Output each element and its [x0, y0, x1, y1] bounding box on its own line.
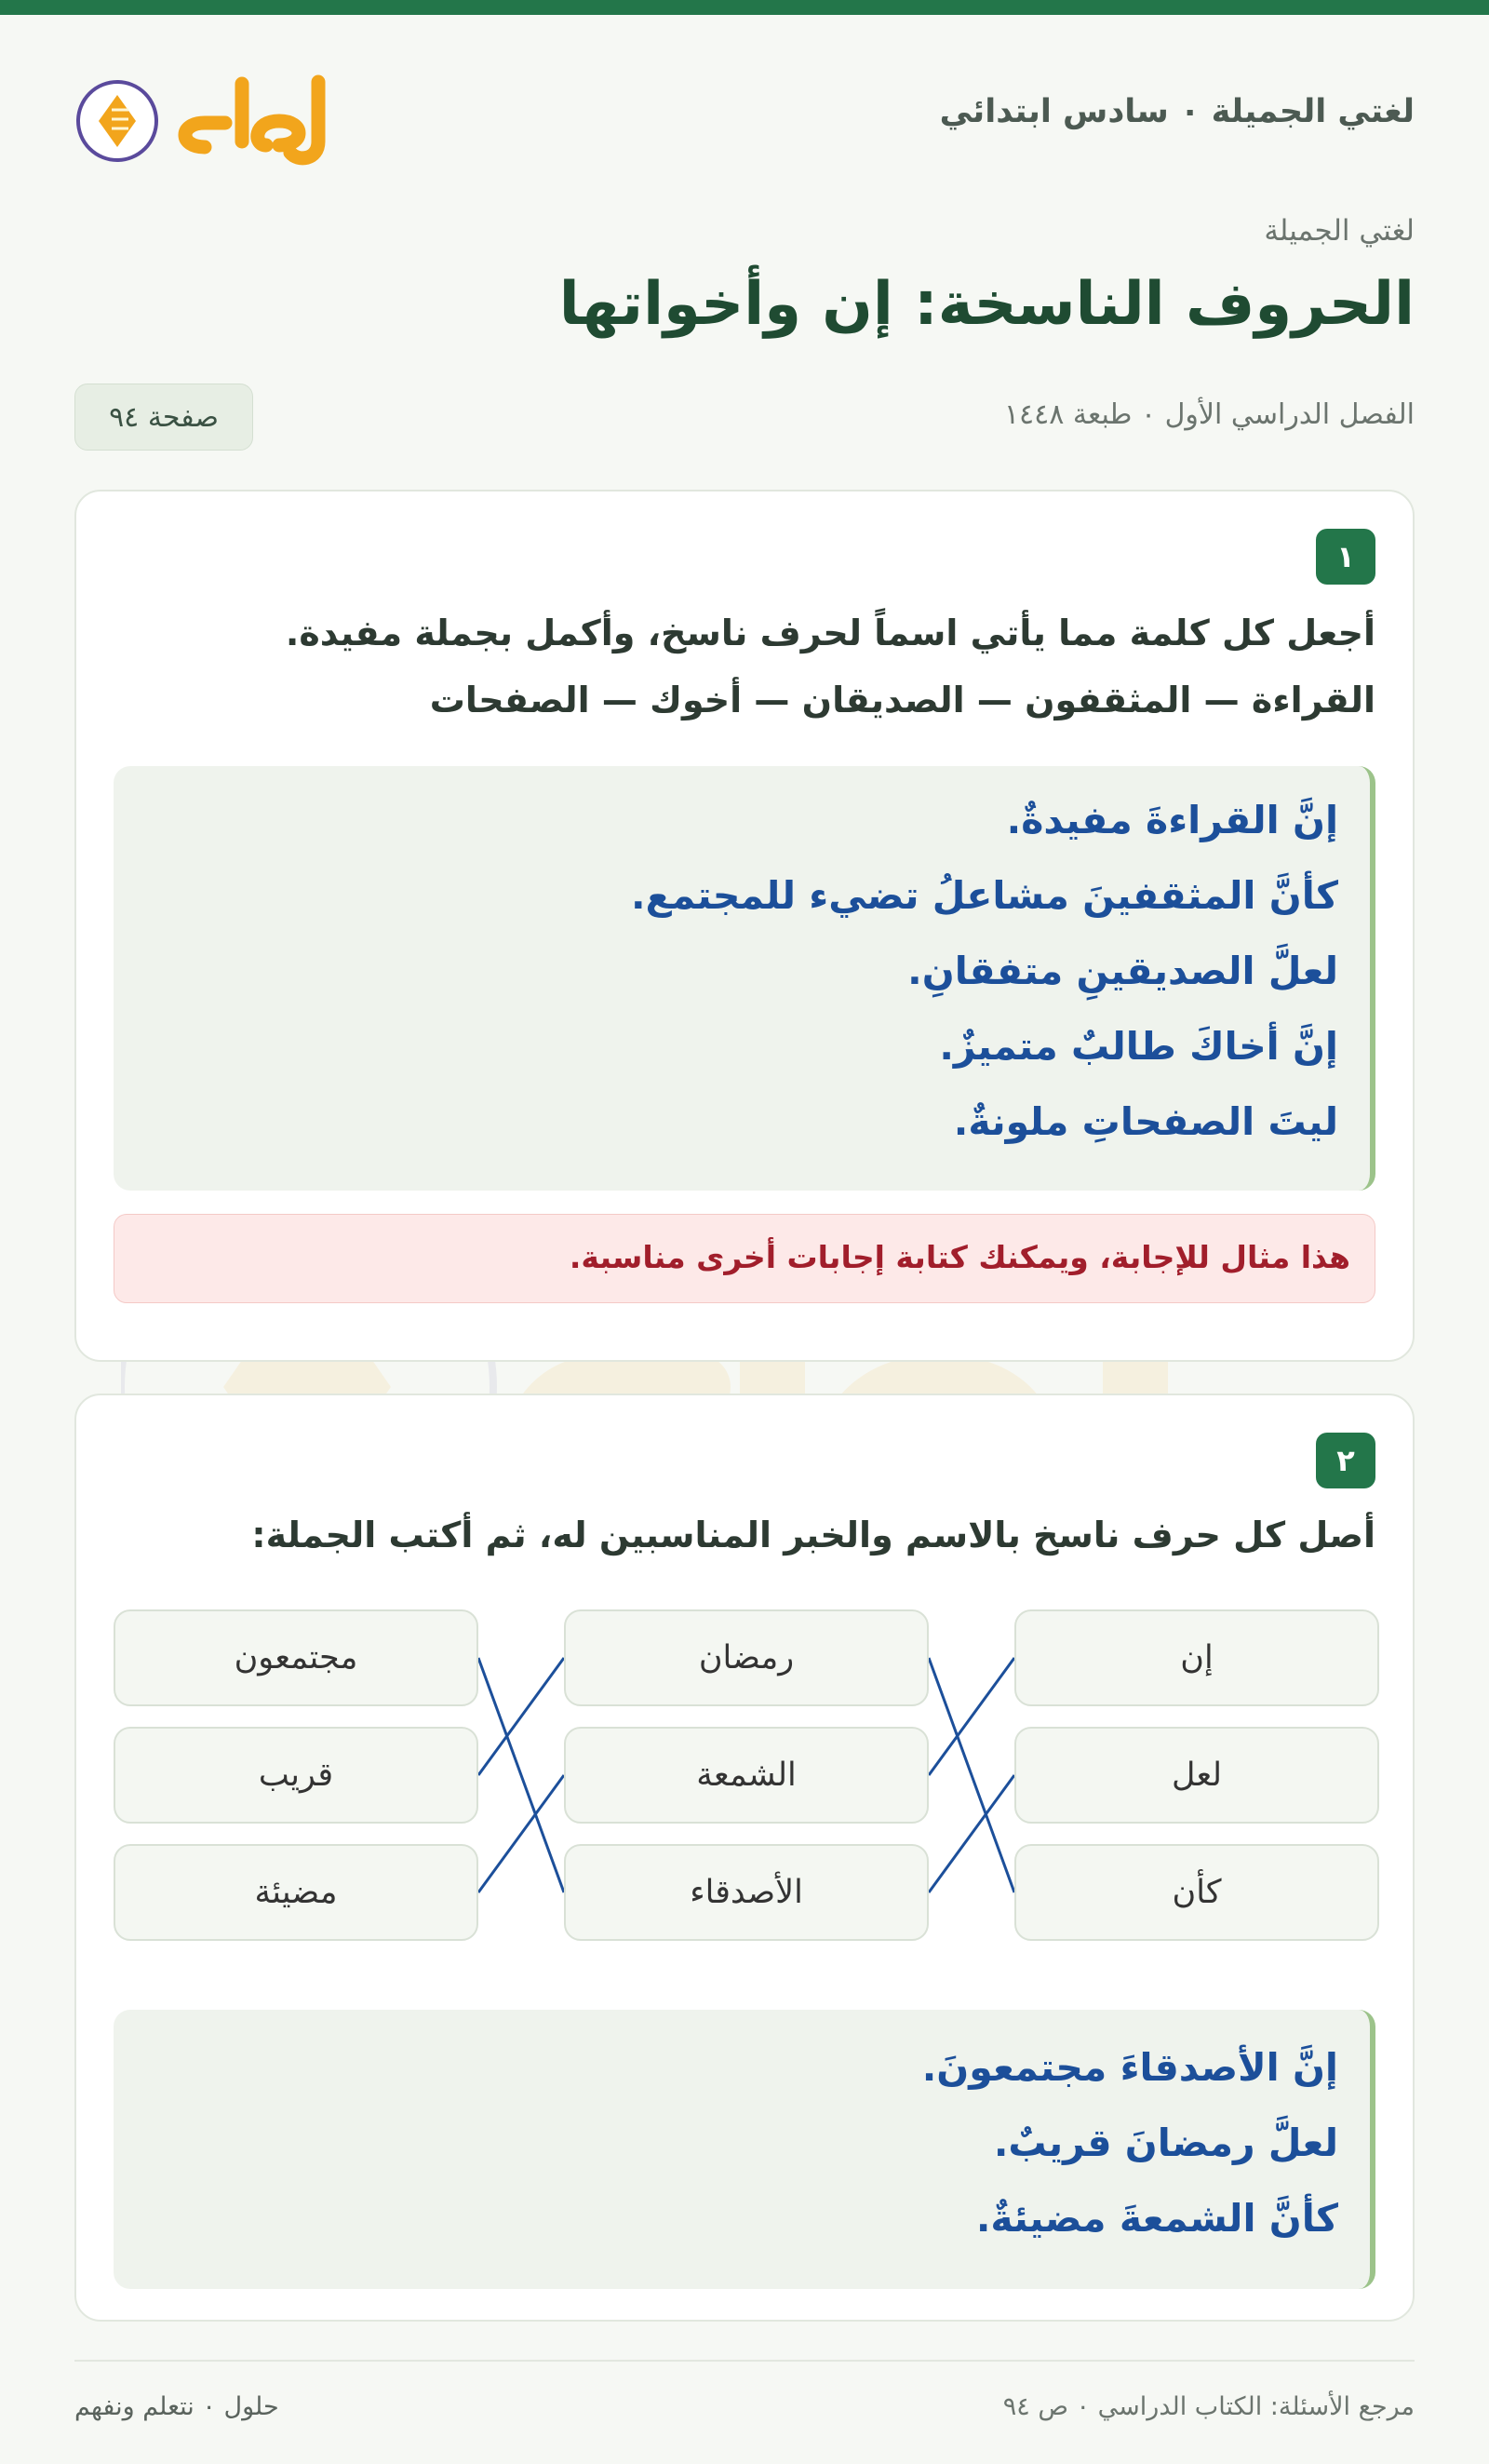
match-line	[929, 1775, 1014, 1892]
top-accent-bar	[0, 0, 1489, 15]
answer-box	[114, 766, 1375, 1191]
answer-line: إنَّ الأصدقاءَ مجتمعونَ.	[921, 2045, 1338, 2090]
hulul-logo[interactable]	[74, 61, 344, 173]
question-number-badge: ٢	[1316, 1433, 1375, 1488]
page-number-badge: صفحة ٩٤	[74, 384, 253, 451]
edition-label: الفصل الدراسي الأول ٠ طبعة ١٤٤٨	[1003, 398, 1415, 431]
question-words: القراءة — المثقفون — الصديقان — أخوك — الصفحات	[429, 680, 1375, 720]
match-line	[478, 1658, 564, 1775]
footer-reference: مرجع الأسئلة: الكتاب الدراسي ٠ ص ٩٤	[1002, 2392, 1415, 2421]
answer-note	[114, 1214, 1375, 1303]
answer-line: لعلَّ رمضانَ قريبٌ.	[993, 2121, 1338, 2165]
answer-line: إنَّ أخاكَ طالبٌ متميزٌ.	[939, 1024, 1338, 1069]
answer-note-text: هذا مثال للإجابة، ويمكنك كتابة إجابات أخرى مناسبة.	[569, 1239, 1350, 1275]
question-card-1	[74, 490, 1415, 1362]
question-number-badge: ١	[1316, 529, 1375, 585]
answer-line: لعلَّ الصديقينِ متفقانِ.	[907, 949, 1338, 993]
page-header	[74, 56, 1415, 177]
particle-box[interactable]: إن	[1014, 1609, 1379, 1706]
noun-box[interactable]: رمضان	[564, 1609, 929, 1706]
app-title: لغتي الجميلة ٠ سادس ابتدائي	[939, 93, 1415, 130]
predicate-box[interactable]: قريب	[114, 1727, 478, 1824]
question-prompt: أجعل كل كلمة مما يأتي اسماً لحرف ناسخ، وأكمل بجملة مفيدة.	[285, 613, 1375, 653]
particle-box[interactable]: لعل	[1014, 1727, 1379, 1824]
footer-divider	[74, 2360, 1415, 2362]
matching-exercise	[114, 1609, 1379, 1945]
predicate-box[interactable]: مضيئة	[114, 1844, 478, 1941]
match-line	[478, 1775, 564, 1892]
lesson-title: الحروف الناسخة: إن وأخواتها	[558, 270, 1415, 339]
footer-brand: حلول ٠ نتعلم ونفهم	[74, 2392, 279, 2421]
answer-box	[114, 2010, 1375, 2289]
question-prompt: أصل كل حرف ناسخ بالاسم والخبر المناسبين له، ثم أكتب الجملة:	[251, 1515, 1375, 1555]
answer-line: كأنَّ الشمعةَ مضيئةٌ.	[975, 2196, 1338, 2241]
answer-line: إنَّ القراءةَ مفيدةٌ.	[1006, 798, 1338, 842]
match-line	[478, 1658, 564, 1892]
match-line	[929, 1658, 1014, 1892]
subject-label: لغتي الجميلة	[1264, 214, 1415, 248]
predicate-box[interactable]: مجتمعون	[114, 1609, 478, 1706]
particle-box[interactable]: كأن	[1014, 1844, 1379, 1941]
noun-box[interactable]: الشمعة	[564, 1727, 929, 1824]
answer-line: كأنَّ المثقفينَ مشاعلُ تضيء للمجتمع.	[631, 873, 1338, 918]
answer-line: ليتَ الصفحاتِ ملونةٌ.	[953, 1099, 1338, 1144]
match-line	[929, 1658, 1014, 1775]
noun-box[interactable]: الأصدقاء	[564, 1844, 929, 1941]
question-card-2	[74, 1394, 1415, 2322]
